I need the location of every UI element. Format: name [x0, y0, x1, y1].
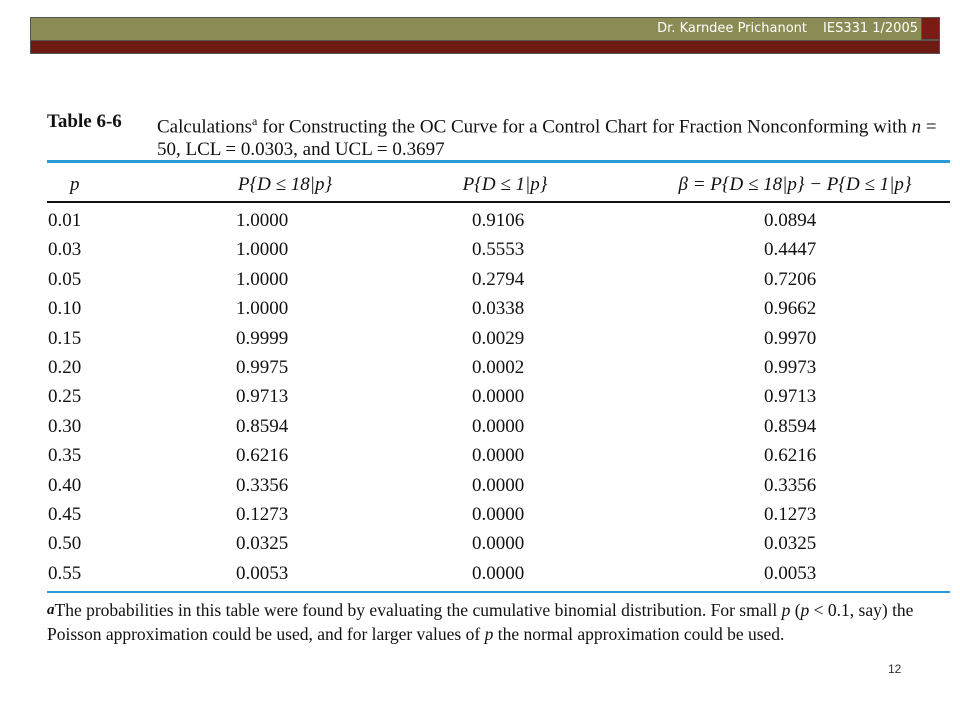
cell-p: 0.40: [48, 474, 82, 496]
cell-p-d-le-1: 0.9106: [472, 210, 525, 231]
cell-p-d-le-18: 1.0000: [236, 239, 289, 261]
cell-p: 0.30: [48, 415, 82, 437]
cell-p: 0.45: [48, 503, 82, 525]
cell-p-d-le-1: 0.0000: [472, 445, 525, 467]
footnote-text: < 0.1, say) the Poisson approximation could be used, and for larger values of: [47, 600, 914, 644]
header-author: Dr. Karndee Prichanont: [657, 21, 808, 36]
cell-beta: 0.0894: [764, 210, 817, 231]
table-row: [0, 384, 960, 413]
cell-p: 0.25: [48, 386, 82, 408]
cell-beta: 0.7206: [764, 268, 817, 290]
table-row: [0, 267, 960, 296]
cell-p-d-le-1: 0.0000: [472, 562, 525, 584]
cell-p: 0.50: [48, 533, 82, 555]
cell-p-d-le-1: 0.0000: [472, 533, 525, 555]
table-row: [0, 561, 960, 590]
cell-p-d-le-1: 0.0029: [472, 327, 525, 349]
header-course: IES331 1/2005: [823, 21, 918, 36]
cell-beta: 0.8594: [764, 415, 817, 437]
cell-beta: 0.3356: [764, 474, 817, 496]
table-row: [0, 208, 960, 237]
cell-p: 0.05: [48, 268, 82, 290]
table-row: [0, 326, 960, 355]
footnote-text: The probabilities in this table were found by evaluating the cumulative binomial distribution. For small: [54, 600, 782, 620]
header-text: [657, 21, 918, 36]
table-row: [0, 237, 960, 266]
cell-p-d-le-18: 1.0000: [236, 298, 289, 320]
cell-beta: 0.1273: [764, 503, 817, 525]
header-underbar: [30, 40, 940, 54]
cell-p-d-le-18: 1.0000: [236, 268, 289, 290]
cell-p: 0.01: [48, 210, 82, 231]
cell-p-d-le-1: 0.2794: [472, 268, 525, 290]
title-n: n: [911, 116, 922, 138]
cell-beta: 0.9662: [764, 298, 817, 320]
table-row: [0, 473, 960, 502]
top-rule: [47, 160, 950, 163]
cell-p-d-le-1: 0.0000: [472, 415, 525, 437]
table-row: [0, 502, 960, 531]
column-header-p-d-le-1: P{D ≤ 1|p}: [462, 174, 548, 195]
table-title: [157, 110, 937, 161]
table-number: Table 6-6: [47, 111, 122, 132]
cell-beta: 0.9973: [764, 356, 817, 378]
table-row: [0, 355, 960, 384]
column-header-p-d-le-18: P{D ≤ 18|p}: [237, 174, 333, 195]
cell-p-d-le-18: 0.0325: [236, 533, 289, 555]
cell-beta: 0.0325: [764, 533, 817, 555]
cell-p-d-le-1: 0.5553: [472, 239, 525, 261]
table-row: [0, 443, 960, 472]
title-part: for Constructing the OC Curve for a Control Chart for Fraction Nonconforming with: [257, 116, 912, 138]
bottom-rule: [47, 591, 950, 593]
cell-p: 0.55: [48, 562, 82, 584]
column-header-beta: β = P{D ≤ 18|p} − P{D ≤ 1|p}: [678, 174, 912, 195]
cell-p-d-le-1: 0.0338: [472, 298, 525, 320]
cell-p: 0.35: [48, 445, 82, 467]
header-accent-square: [921, 17, 940, 40]
cell-p-d-le-18: 0.9713: [236, 386, 289, 408]
cell-p-d-le-1: 0.0000: [472, 474, 525, 496]
title-part: = 50, LCL = 0.0303, and UCL = 0.3697: [157, 116, 937, 161]
cell-p-d-le-18: 0.1273: [236, 503, 289, 525]
table-row: [0, 414, 960, 443]
cell-p: 0.20: [48, 356, 82, 378]
cell-p-d-le-1: 0.0002: [472, 356, 525, 378]
cell-p-d-le-18: 0.3356: [236, 474, 289, 496]
cell-beta: 0.0053: [764, 562, 817, 584]
header-rule: [47, 201, 950, 203]
title-part: Calculations: [157, 116, 252, 138]
footnote-p: p: [781, 600, 791, 620]
cell-p-d-le-18: 0.6216: [236, 445, 289, 467]
cell-p-d-le-18: 1.0000: [236, 210, 289, 231]
table-row: [0, 531, 960, 560]
cell-beta: 0.9713: [764, 386, 817, 408]
footnote-text: the normal approximation could be used.: [493, 624, 785, 644]
footnote-marker: a: [47, 602, 55, 618]
footnote-p: p: [800, 600, 810, 620]
column-header-p: p: [70, 174, 80, 195]
table-footnote: [47, 598, 952, 646]
title-superscript: a: [251, 114, 258, 128]
cell-p-d-le-18: 0.8594: [236, 415, 289, 437]
cell-p: 0.15: [48, 327, 82, 349]
footnote-text: (: [790, 600, 801, 620]
cell-p-d-le-18: 0.9975: [236, 356, 289, 378]
page-number: 12: [888, 662, 902, 676]
cell-beta: 0.4447: [764, 239, 817, 261]
cell-p: 0.10: [48, 298, 82, 320]
cell-beta: 0.9970: [764, 327, 817, 349]
cell-p-d-le-18: 0.9999: [236, 327, 289, 349]
cell-beta: 0.6216: [764, 445, 817, 467]
footnote-p: p: [484, 624, 494, 644]
cell-p-d-le-1: 0.0000: [472, 386, 525, 408]
cell-p: 0.03: [48, 239, 82, 261]
table-body: [0, 208, 960, 590]
cell-p-d-le-1: 0.0000: [472, 503, 525, 525]
cell-p-d-le-18: 0.0053: [236, 562, 289, 584]
table-row: [0, 296, 960, 325]
